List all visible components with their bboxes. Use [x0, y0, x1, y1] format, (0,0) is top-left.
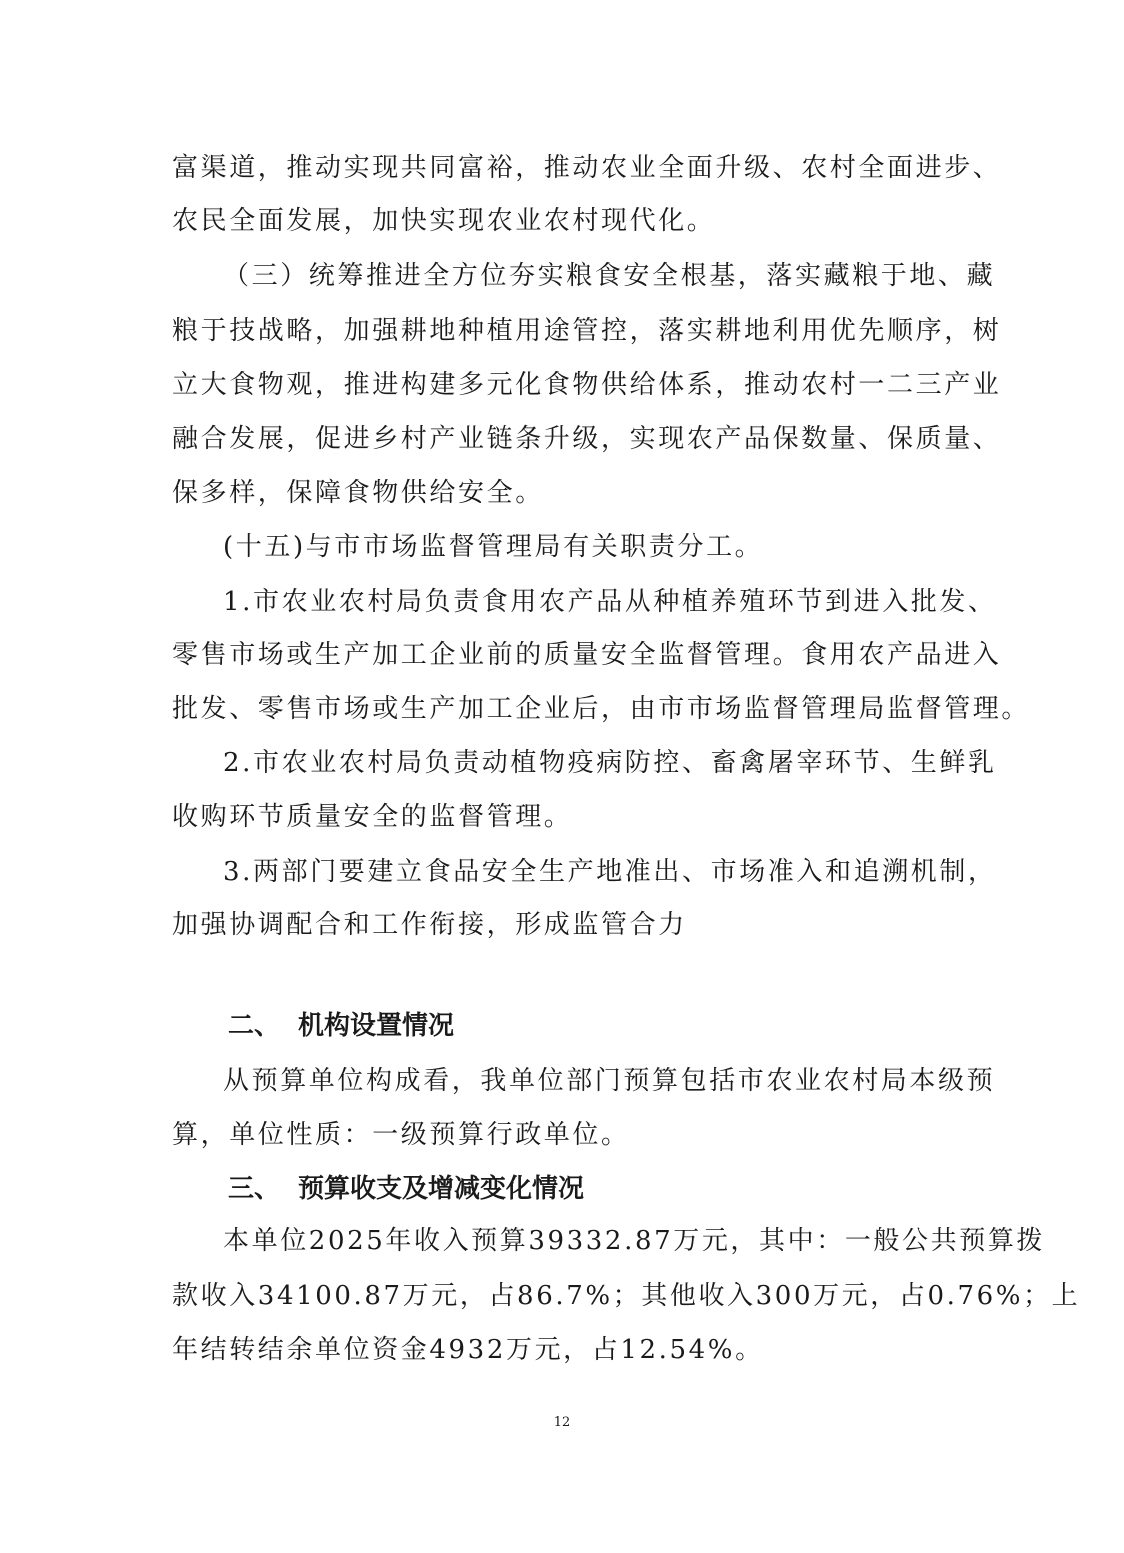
body-text-line: 富渠道，推动实现共同富裕，推动农业全面升级、农村全面进步、: [172, 153, 1002, 183]
body-text-line: 3.两部门要建立食品安全生产地准出、市场准入和追溯机制，: [223, 857, 997, 887]
body-text-line: 收购环节质量安全的监督管理。: [172, 802, 573, 832]
section-heading: [228, 1174, 584, 1204]
section-heading: [228, 1011, 454, 1041]
body-text-line: 算，单位性质：一级预算行政单位。: [172, 1120, 630, 1150]
body-text-line: 款收入34100.87万元，占86.7%；其他收入300万元，占0.76%；上: [172, 1281, 1081, 1311]
body-text-line: 本单位2025年收入预算39332.87万元，其中：一般公共预算拨: [223, 1226, 1046, 1256]
body-text-line: (十五)与市市场监督管理局有关职责分工。: [223, 532, 764, 562]
body-text-line: 立大食物观，推进构建多元化食物供给体系，推动农村一二三产业: [172, 370, 1002, 400]
body-text-line: （三）统筹推进全方位夯实粮食安全根基，落实藏粮于地、藏: [223, 261, 996, 291]
body-text-line: 批发、零售市场或生产加工企业后，由市市场监督管理局监督管理。: [172, 694, 1031, 724]
body-text-line: 2.市农业农村局负责动植物疫病防控、畜禽屠宰环节、生鲜乳: [223, 748, 997, 778]
body-text-line: 加强协调配合和工作衔接，形成监管合力: [172, 910, 687, 940]
body-text-line: 1.市农业农村局负责食用农产品从种植养殖环节到进入批发、: [223, 587, 997, 617]
section-number: 二、: [228, 1011, 281, 1041]
body-text-line: 保多样，保障食物供给安全。: [172, 478, 544, 508]
section-title: 机构设置情况: [298, 1011, 455, 1041]
body-text-line: 年结转结余单位资金4932万元，占12.54%。: [172, 1335, 764, 1365]
body-text-line: 农民全面发展，加快实现农业农村现代化。: [172, 206, 716, 236]
page-number: 12: [553, 1415, 571, 1430]
body-text-line: 融合发展，促进乡村产业链条升级，实现农产品保数量、保质量、: [172, 424, 1002, 454]
body-text-line: 从预算单位构成看，我单位部门预算包括市农业农村局本级预: [223, 1066, 996, 1096]
section-number: 三、: [228, 1174, 281, 1204]
body-text-line: 零售市场或生产加工企业前的质量安全监督管理。食用农产品进入: [172, 640, 1002, 670]
section-title: 预算收支及增减变化情况: [298, 1174, 585, 1204]
body-text-line: 粮于技战略，加强耕地种植用途管控，落实耕地利用优先顺序，树: [172, 316, 1002, 346]
